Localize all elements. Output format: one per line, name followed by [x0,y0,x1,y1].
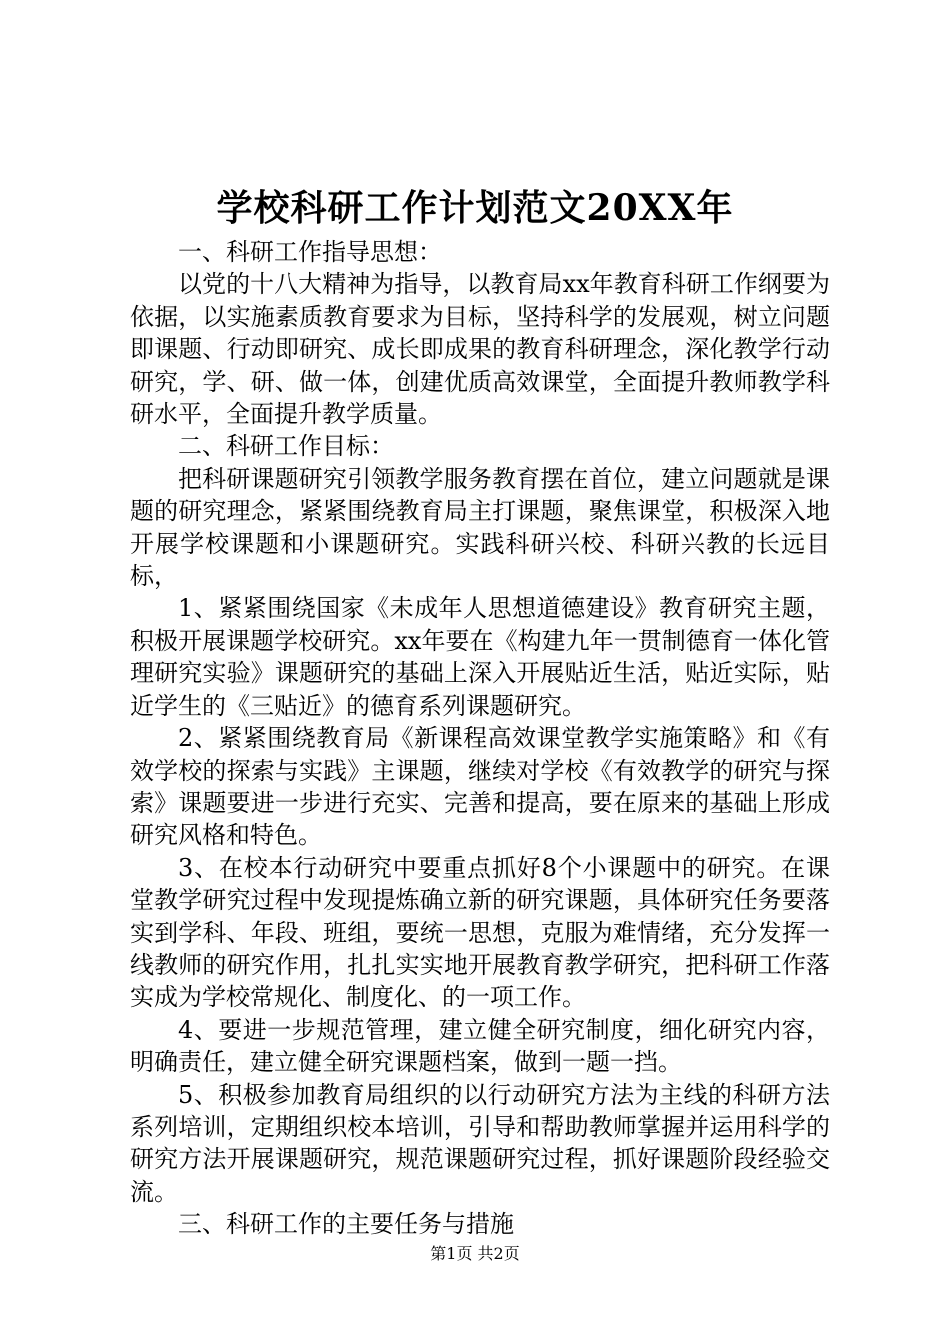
list-item-2: 2、紧紧围绕教育局《新课程高效课堂教学实施策略》和《有效学校的探索与实践》主课题，继续对学校《有效教学的研究与探索》课题要进一步进行充实、完善和提高，要在原来的基础上形成研究风格和特色。 [130,724,830,850]
body-paragraph: 把科研课题研究引领教学服务教育摆在首位，建立问题就是课题的研究理念，紧紧围绕教育局主打课题，聚焦课堂，积极深入地开展学校课题和小课题研究。实践科研兴校、科研兴教的长远目标， [130,464,830,591]
document-title: 学校科研工作计划范文20XX年 [216,187,734,229]
section-heading-1: 一、科研工作指导思想： [178,238,442,266]
body-paragraph: 以党的十八大精神为指导，以教育局xx年教育科研工作纲要为依据，以实施素质教育要求为目标，坚持科学的发展观，树立问题即课题、行动即研究、成长即成果的教育科研理念，深化教学行动研究，学、研、做一体，创建优质高效课堂，全面提升教师教学科研水平，全面提升教学质量。 [130,270,830,429]
list-item-4: 4、要进一步规范管理，建立健全研究制度，细化研究内容，明确责任，建立健全研究课题档案，做到一题一挡。 [130,1015,830,1077]
list-item-3: 3、在校本行动研究中要重点抓好8个小课题中的研究。在课堂教学研究过程中发现提炼确立新的研究课题，具体研究任务要落实到学科、年段、班组，要统一思想，克服为难情绪，充分发挥一线教师的研究作用，扎扎实实地开展教育教学研究，把科研工作落实成为学校常规化、制度化、的一项工作。 [130,853,830,1012]
page-footer: 第1页 共2页 [430,1244,520,1263]
section-heading-3: 三、科研工作的主要任务与措施 [178,1210,514,1239]
list-item-1: 1、紧紧围绕国家《未成年人思想道德建设》教育研究主题，积极开展课题学校研究。xx年要在《构建九年一贯制德育一体化管理研究实验》课题研究的基础上深入开展贴近生活，贴近实际，贴近学生的《三贴近》的德育系列课题研究。 [130,594,830,720]
section-heading-2: 二、科研工作目标： [178,432,394,461]
document-body [130,236,830,1241]
list-item-5: 5、积极参加教育局组织的以行动研究方法为主线的科研方法系列培训，定期组织校本培训，引导和帮助教师掌握并运用科学的研究方法开展课题研究，规范课题研究过程，抓好课题阶段经验交流。 [130,1080,830,1206]
